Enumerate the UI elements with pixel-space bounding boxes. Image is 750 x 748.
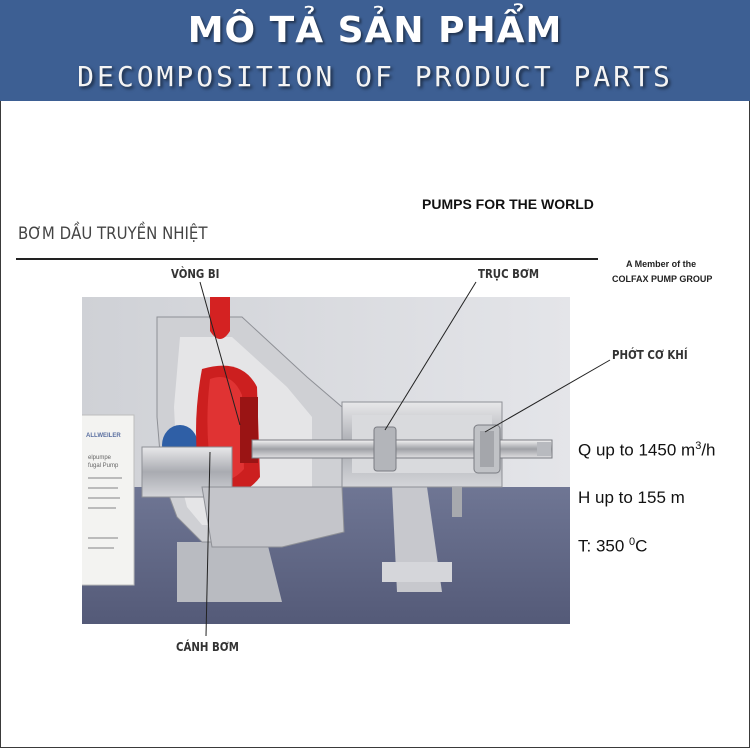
spec-flow: [578, 440, 716, 461]
label-truc-bom: TRỤC BƠM: [478, 267, 539, 281]
spec-temp-suffix: C: [635, 536, 648, 556]
spec-head: H up to 155 m: [578, 488, 685, 507]
label-phot-co-khi: PHỚT CƠ KHÍ: [612, 348, 688, 362]
callout-line-phot-co-khi: [485, 360, 610, 432]
page-subtitle: DECOMPOSITION OF PRODUCT PARTS: [77, 60, 673, 93]
page-title: MÔ TẢ SẢN PHẨM: [187, 10, 563, 51]
spec-flow-suffix: /h: [701, 440, 716, 460]
callout-line-canh-bom: [206, 452, 210, 636]
label-vong-bi: VÒNG BI: [171, 267, 220, 281]
spec-temperature: [578, 536, 647, 557]
callout-line-truc-bom: [385, 282, 476, 430]
label-canh-bom: CÁNH BƠM: [176, 640, 239, 654]
tagline: PUMPS FOR THE WORLD: [422, 196, 594, 212]
spec-flow-sup: 3: [695, 440, 702, 452]
product-name: BƠM DẦU TRUYỀN NHIỆT: [18, 224, 208, 244]
callout-line-vong-bi: [200, 282, 240, 425]
plaque-brand: ALLWEILER: [86, 433, 121, 439]
spec-temp-sup: 0: [629, 536, 636, 548]
plaque-text-2: fugal Pump: [88, 463, 119, 469]
plaque-text-1: elpumpe: [88, 455, 112, 461]
spec-temp-prefix: T: 350: [578, 536, 630, 556]
member-line-2: COLFAX PUMP GROUP: [612, 274, 713, 284]
spec-flow-prefix: Q up to 1450 m: [578, 440, 696, 460]
member-line-1: A Member of the: [626, 259, 697, 269]
